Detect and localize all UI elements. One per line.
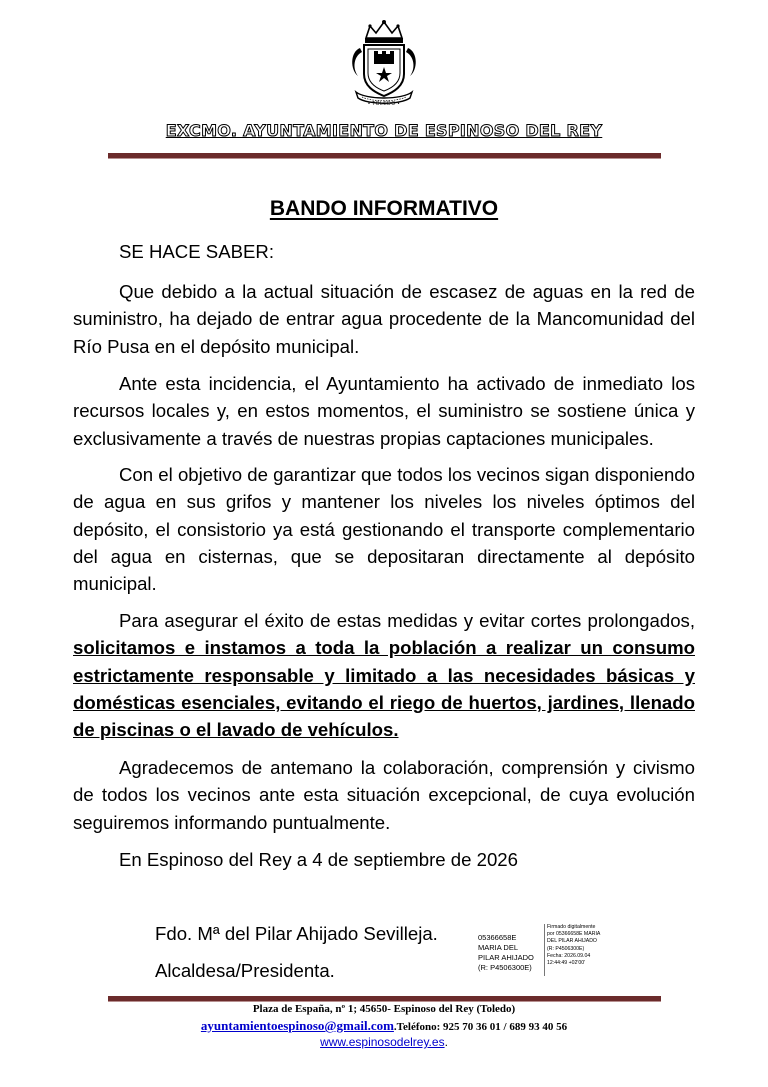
phone-numbers: .Teléfono: 925 70 36 01 / 689 93 40 56 — [393, 1021, 568, 1033]
stamp-right-line: Fecha: 2026.09.04 — [547, 952, 591, 959]
paragraph-4 — [73, 607, 695, 743]
stamp-left-line: (R: P4506300E) — [478, 963, 532, 972]
stamp-divider — [544, 924, 545, 976]
crest-caption: • TOLEDO • — [368, 101, 400, 107]
municipal-crest-logo — [344, 18, 424, 110]
document-title: BANDO INFORMATIVO — [269, 197, 499, 220]
paragraph-4-lead: Para asegurar el éxito de estas medidas y evitar cortes prolongados, — [119, 610, 695, 631]
footer-rule — [108, 996, 661, 1002]
intro-text: SE HACE SABER: — [119, 241, 274, 262]
email-link[interactable]: ayuntamientoespinoso@gmail.com — [200, 1018, 394, 1033]
digital-signature-id — [478, 933, 544, 973]
header-rule — [108, 153, 661, 159]
stamp-left-line: MARIA DEL — [478, 943, 519, 952]
stamp-right-line: Firmado digitalmente — [547, 924, 596, 930]
paragraph-3-text: Con el objetivo de garantizar que todos los vecinos sigan disponiendo de agua en sus grifos y mantener los niveles los niveles óptimos del depósito, el consistorio ya está gestionando el transporte complementario del agua en cisternas, que se depositaran directamente al depósito municipal. — [73, 464, 695, 595]
intro-line — [73, 238, 695, 265]
footer-address: Plaza de España, nº 1; 45650- Espinoso del Rey (Toledo) — [252, 1003, 516, 1015]
stamp-left-line: PILAR AHIJADO — [478, 953, 534, 962]
organization-name: EXCMO. AYUNTAMIENTO DE ESPINOSO DEL REY — [165, 121, 603, 140]
footer-contact — [0, 1018, 768, 1034]
date-text: En Espinoso del Rey a 4 de septiembre de 2026 — [119, 849, 518, 870]
date-line — [73, 846, 695, 873]
paragraph-5 — [73, 754, 695, 836]
paragraph-5-text: Agradecemos de antemano la colaboración, comprensión y civismo de todos los vecinos ante esta situación excepcional, de cuya evolución seguiremos informando puntualmente. — [73, 757, 695, 833]
paragraph-1-text: Que debido a la actual situación de escasez de aguas en la red de suministro, ha dejado de entrar agua procedente de la Mancomunidad del Río Pusa en el depósito municipal. — [73, 281, 695, 357]
paragraph-1 — [73, 278, 695, 360]
paragraph-4-emphasis: solicitamos e instamos a toda la población a realizar un consumo estrictamente responsable y limitado a las necesidades básicas y domésticas esenciales, evitando el riego de huertos, jardines, llenado de piscinas o el lavado de vehículos. — [73, 637, 695, 741]
stamp-right-line: por 05366658E MARIA — [547, 931, 601, 938]
signatory-name: Fdo. Mª del Pilar Ahijado Sevilleja. — [155, 923, 438, 944]
stamp-right-line: DEL PILAR AHIJADO — [547, 938, 597, 945]
stamp-right-line: 12:44:49 +02'00' — [547, 960, 586, 967]
footer-web — [0, 1035, 768, 1049]
paragraph-3 — [73, 461, 695, 597]
stamp-right-line: (R: P4506300E) — [547, 945, 585, 952]
paragraph-2-text: Ante esta incidencia, el Ayuntamiento ha activado de inmediato los recursos locales y, en estos momentos, el suministro se sostiene única y exclusivamente a través de nuestras propias captaciones municipales. — [73, 373, 695, 449]
signatory-role: Alcaldesa/Presidenta. — [155, 960, 335, 981]
website-link[interactable]: www.espinosodelrey.es — [320, 1035, 445, 1049]
digital-signature-details — [547, 924, 622, 967]
website-suffix: . — [444, 1035, 448, 1049]
paragraph-2 — [73, 370, 695, 452]
stamp-left-line: 05366658E — [478, 933, 517, 942]
